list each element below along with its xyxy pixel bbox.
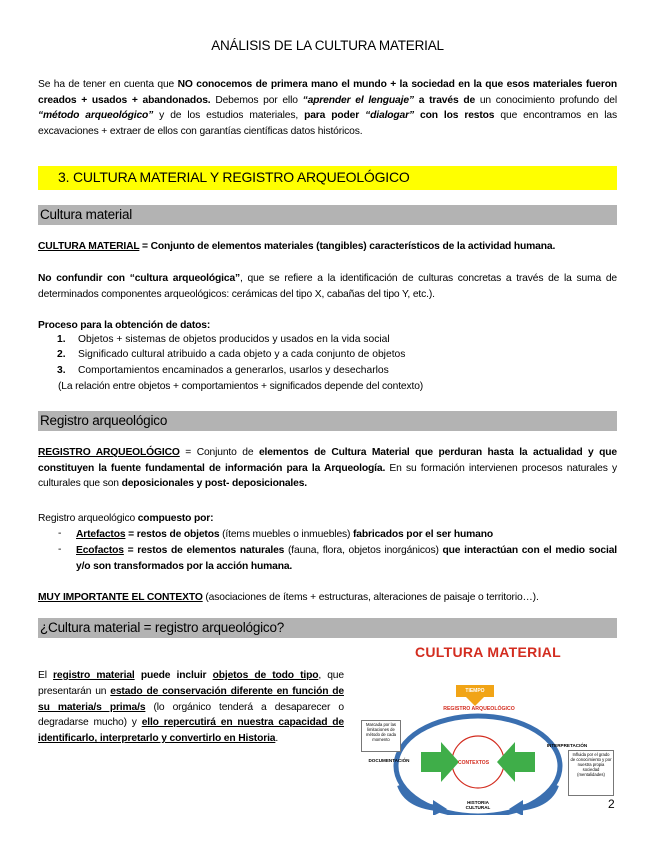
ecofactos-term: Ecofactos xyxy=(76,545,124,556)
cultura-material-heading xyxy=(38,205,617,225)
ecofactos-bold: = restos de elementos naturales xyxy=(123,545,285,556)
cultura-def-text: = Conjunto de elementos materiales (tangibles) característicos de la actividad humana. xyxy=(139,241,556,252)
question-underline: estado de conservación diferente en función de su materia/s prima/s xyxy=(38,685,344,713)
cultura-definition xyxy=(38,239,617,255)
list-text: Comportamientos encaminados a generarlos, usarlos y desecharlos xyxy=(78,365,389,376)
artefactos-text: (ítems muebles o inmuebles) xyxy=(219,529,354,540)
no-confundir-text: , que se refiere a la identificación de culturas concretas a través de la suma de determinados componentes arqueológicos: cerámicas del tipo X, cabañas del tipo Y, etc.). xyxy=(38,273,617,300)
ecofactos-text: (fauna, flora, objetos inorgánicos) xyxy=(284,545,443,556)
question-text: . xyxy=(275,733,279,745)
list-number: 1. xyxy=(57,334,66,345)
registro-heading-text: Registro arqueológico xyxy=(40,413,168,428)
page-title: ANÁLISIS DE LA CULTURA MATERIAL xyxy=(211,38,444,53)
artefactos-bold: = restos de objetos xyxy=(125,529,220,540)
dash-bullet: - xyxy=(58,528,62,539)
intro-bold: con los restos xyxy=(414,110,495,122)
tiempo-arrow xyxy=(466,697,484,706)
relation-note: (La relación entre objetos + comportamientos + significados depende del contexto) xyxy=(58,381,424,392)
question-text: , que presentarán un xyxy=(38,670,344,697)
intro-text: Debemos por ello xyxy=(210,94,303,106)
list-number: 2. xyxy=(57,349,66,360)
importante-term: MUY IMPORTANTE EL CONTEXTO xyxy=(38,592,203,603)
compuesto-text: Registro arqueológico xyxy=(38,513,138,524)
influida-box: Influida por el grado de conocimiento y por nuestra propia sociedad (mentalidades) xyxy=(568,750,614,796)
list-number: 3. xyxy=(57,365,66,376)
intro-bold-italic: “método arqueológico” xyxy=(38,110,154,122)
ecofactos-bold: que interactúan con el medio social y/o son transformados por la acción humana. xyxy=(76,545,617,572)
proceso-title xyxy=(38,318,617,334)
ecofactos-item xyxy=(76,543,617,574)
registro-text: = Conjunto de xyxy=(179,447,259,458)
question-heading xyxy=(38,618,617,638)
intro-bold-italic: “aprender el lenguaje” xyxy=(302,94,414,106)
compuesto-bold: compuesto por: xyxy=(137,513,214,524)
intro-paragraph xyxy=(38,77,617,139)
proceso-title-text: Proceso para la obtención de datos: xyxy=(38,320,211,331)
registro-definition xyxy=(38,445,617,492)
question-underline: registro material xyxy=(53,670,135,681)
question-heading-text: ¿Cultura material = registro arqueológico? xyxy=(40,620,285,635)
intro-text: y de los estudios materiales, xyxy=(153,110,305,122)
question-underline: objetos de todo tipo xyxy=(212,670,319,681)
artefactos-term: Artefactos xyxy=(76,529,126,540)
intro-bold: para poder xyxy=(304,110,366,122)
interpretacion-label: INTERPRETACIÓN xyxy=(546,743,588,748)
intro-text: Se ha de tener en cuenta que xyxy=(38,79,178,90)
green-arrow-right xyxy=(497,742,535,782)
compuesto-line xyxy=(38,511,617,527)
cultura-material-heading-text: Cultura material xyxy=(40,207,133,222)
registro-bold: deposicionales y post- deposicionales. xyxy=(121,478,308,490)
section-3-heading xyxy=(38,166,617,190)
cultura-term: CULTURA MATERIAL xyxy=(38,241,140,252)
artefactos-bold: fabricados por el ser humano xyxy=(353,529,494,540)
green-arrow-left xyxy=(421,742,459,782)
documentacion-label: DOCUMENTACIÓN xyxy=(368,758,410,763)
intro-bold: a través de xyxy=(413,94,476,106)
list-text: Significado cultural atribuido a cada objeto y a cada conjunto de objetos xyxy=(78,349,406,360)
marcada-box: Marcada por las limitaciones de método de cada momento xyxy=(361,720,401,752)
no-confundir-paragraph xyxy=(38,271,617,302)
contextos-label: CONTEXTOS xyxy=(458,760,490,766)
question-text: (lo orgánico tenderá a desaparecer o degradarse mucho) y xyxy=(38,701,344,729)
intro-text: que encontramos en las excavaciones + extraer de ellos con garantías científicas datos históricos. xyxy=(38,110,617,137)
registro-heading xyxy=(38,411,617,431)
intro-text: un conocimiento profundo del xyxy=(475,94,618,106)
intro-bold: NO conocemos de primera mano el mundo + la sociedad en la que esos materiales fueron creados + usados + abandonados. xyxy=(38,79,617,106)
historia-label: HISTORIA CULTURAL xyxy=(465,800,491,810)
registro-text: En su formación intervienen procesos naturales y culturales que son xyxy=(38,462,617,490)
question-underline: ello repercutirá en nuestra capacidad de identificarlo, interpretarlo y convertirlo en Historia xyxy=(38,717,344,745)
page-number: 2 xyxy=(608,797,615,811)
registro-term: REGISTRO ARQUEOLÓGICO xyxy=(38,447,180,458)
registro-label: REGISTRO ARQUEOLÓGICO xyxy=(443,706,515,712)
question-paragraph xyxy=(38,668,344,747)
tiempo-label: TIEMPO xyxy=(456,685,494,697)
question-bold: puede incluir xyxy=(134,670,213,681)
intro-bold-italic: “dialogar” xyxy=(365,110,414,122)
list-text: Objetos + sistemas de objetos producidos y usados en la vida social xyxy=(78,334,390,345)
registro-bold: elementos de Cultura Material que perduran hasta la actualidad y que constituyen la fuente fundamental de información para la Arqueología. xyxy=(38,447,617,474)
no-confundir-bold: No confundir con “cultura arqueológica” xyxy=(38,273,241,284)
question-text: El xyxy=(38,670,54,681)
section-3-title: 3. CULTURA MATERIAL Y REGISTRO ARQUEOLÓGICO xyxy=(58,169,410,185)
artefactos-item xyxy=(76,527,617,543)
dash-bullet: - xyxy=(58,544,62,555)
importante-contexto xyxy=(38,590,617,606)
importante-text: (asociaciones de ítems + estructuras, alteraciones de paisaje o territorio…). xyxy=(202,592,539,603)
cultura-material-diagram xyxy=(359,640,617,815)
diagram-title: CULTURA MATERIAL xyxy=(414,644,562,660)
